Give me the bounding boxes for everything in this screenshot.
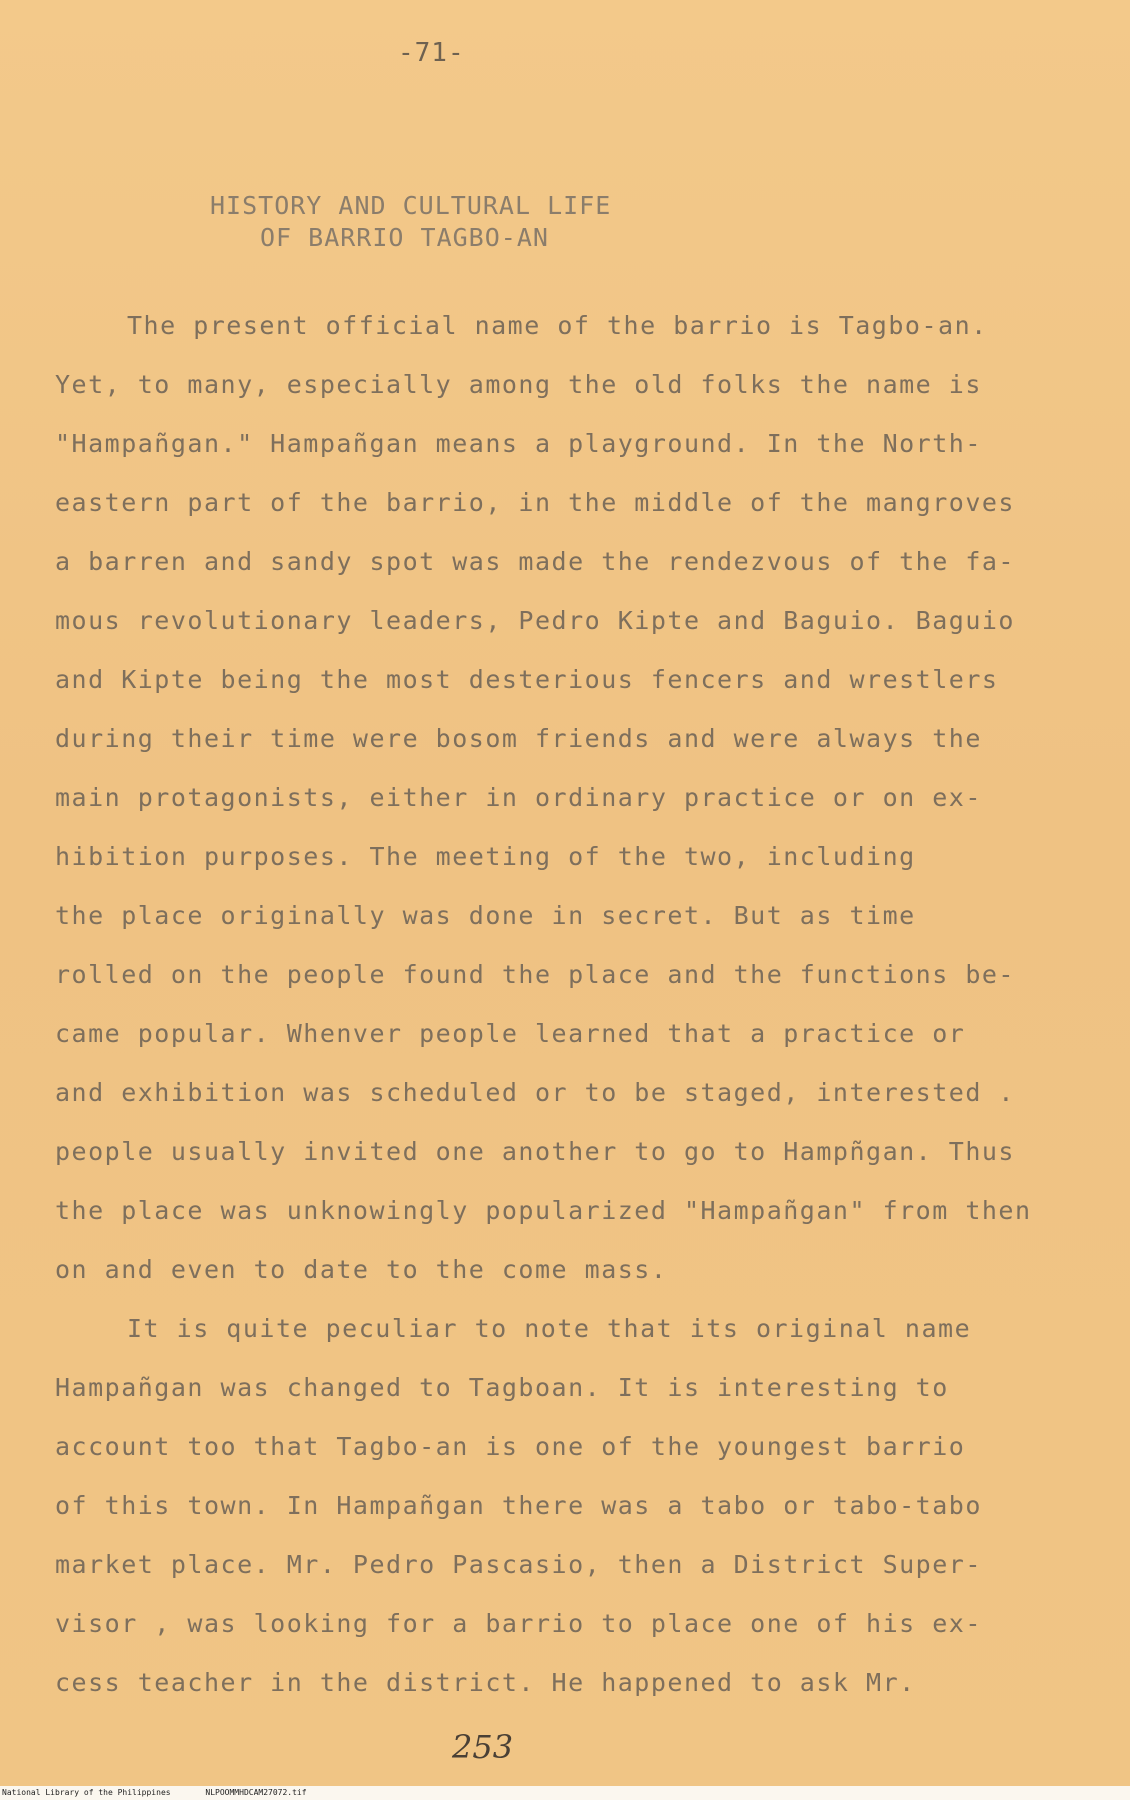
title-line-1: HISTORY AND CULTURAL LIFE — [210, 191, 612, 220]
text-line: "Hampañgan." Hampañgan means a playground. In the North- — [55, 429, 982, 458]
text-line: market place. Mr. Pedro Pascasio, then a District Super- — [55, 1550, 982, 1579]
text-line: on and even to date to the come mass. — [55, 1255, 668, 1284]
page-number: -71- — [398, 38, 465, 68]
text-line: people usually invited one another to go to Hampñgan. Thus — [55, 1137, 1015, 1166]
text-line: the place originally was done in secret. But as time — [55, 901, 916, 930]
text-line: Yet, to many, especially among the old folks the name is — [55, 370, 982, 399]
text-line: account too that Tagbo-an is one of the youngest barrio — [55, 1432, 966, 1461]
text-line: visor , was looking for a barrio to place one of his ex- — [55, 1609, 982, 1638]
text-line: hibition purposes. The meeting of the two, including — [55, 842, 916, 871]
text-line: and exhibition was scheduled or to be staged, interested . — [55, 1078, 1015, 1107]
text-line: a barren and sandy spot was made the rendezvous of the fa- — [55, 547, 1015, 576]
title-line-2: OF BARRIO TAGBO-AN — [260, 223, 549, 252]
footer-library: National Library of the Philippines — [2, 1788, 171, 1797]
body-text — [55, 296, 1095, 1712]
text-line: cess teacher in the district. He happened to ask Mr. — [55, 1668, 916, 1697]
text-line: eastern part of the barrio, in the middle of the mangroves — [55, 488, 1015, 517]
text-line: came popular. Whenver people learned that a practice or — [55, 1019, 966, 1048]
text-line: the place was unknowingly popularized "Hampañgan" from then — [55, 1196, 1032, 1225]
scan-footer — [0, 1786, 1130, 1800]
handwritten-page-mark: 253 — [452, 1728, 514, 1766]
text-line: Hampañgan was changed to Tagboan. It is interesting to — [55, 1373, 949, 1402]
document-title — [210, 190, 611, 254]
text-line: main protagonists, either in ordinary practice or on ex- — [55, 783, 982, 812]
text-line: during their time were bosom friends and were always the — [55, 724, 982, 753]
text-line: It is quite peculiar to note that its original name — [127, 1314, 972, 1343]
text-line: and Kipte being the most desterious fencers and wrestlers — [55, 665, 999, 694]
text-line: mous revolutionary leaders, Pedro Kipte and Baguio. Baguio — [55, 606, 1015, 635]
footer-file-id: NLPOOMMHDCAM27072.tif — [205, 1788, 307, 1797]
text-line: rolled on the people found the place and the functions be- — [55, 960, 1015, 989]
text-line: The present official name of the barrio is Tagbo-an. — [127, 311, 988, 340]
text-line: of this town. In Hampañgan there was a tabo or tabo-tabo — [55, 1491, 982, 1520]
